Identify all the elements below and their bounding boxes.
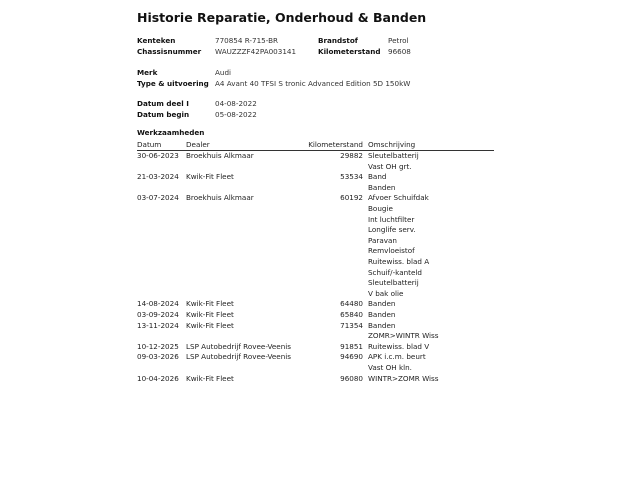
- row-kilometerstand: 65840: [340, 309, 363, 319]
- datum-deel-value: 04-08-2022: [215, 99, 257, 108]
- row-omschrijving: [368, 172, 395, 193]
- omschrijving-item: Banden: [368, 309, 396, 319]
- merk-value: Audi: [215, 68, 232, 77]
- kilometerstand-value: 96608: [388, 47, 411, 56]
- omschrijving-item: Vast OH kln.: [368, 362, 412, 372]
- table-row: [137, 151, 494, 172]
- row-date: 10-12-2025: [137, 341, 179, 351]
- omschrijving-item: Remvloeistof: [368, 246, 415, 256]
- omschrijving-item: Paravan: [368, 235, 397, 245]
- omschrijving-item: Band: [368, 172, 387, 182]
- table-row: [137, 321, 494, 342]
- merk-label: Merk: [137, 68, 158, 77]
- omschrijving-item: Ruitewiss. blad A: [368, 256, 430, 266]
- column-header-omschrijving: Omschrijving: [368, 140, 416, 149]
- table-row: [137, 310, 494, 321]
- omschrijving-item: V bak olie: [368, 288, 404, 298]
- column-header-kilometerstand: Kilometerstand: [308, 140, 363, 149]
- row-kilometerstand: 71354: [340, 320, 363, 330]
- chassis-label: Chassisnummer: [137, 47, 202, 56]
- omschrijving-item: Sleutelbatterij: [368, 278, 419, 288]
- row-dealer: Kwik-Fit Fleet: [186, 309, 234, 319]
- row-kilometerstand: 53534: [340, 172, 363, 182]
- omschrijving-item: Banden: [368, 320, 396, 330]
- type-label: Type & uitvoering: [137, 79, 209, 88]
- row-omschrijving: [368, 193, 429, 299]
- chassis-value: WAUZZZF42PA003141: [215, 47, 297, 56]
- row-kilometerstand: 91851: [340, 341, 363, 351]
- omschrijving-item: Banden: [368, 299, 396, 309]
- table-row: [137, 299, 494, 310]
- row-omschrijving: [368, 374, 439, 385]
- brandstof-value: Petrol: [388, 36, 409, 45]
- omschrijving-item: Int luchtfilter: [368, 214, 415, 224]
- omschrijving-item: APK i.c.m. beurt: [368, 352, 426, 362]
- column-header-datum: Datum: [137, 140, 162, 149]
- omschrijving-item: Vast OH grt.: [368, 161, 412, 171]
- column-header-dealer: Dealer: [186, 140, 210, 149]
- omschrijving-item: Afvoer Schuifdak: [368, 193, 429, 203]
- row-date: 03-07-2024: [137, 193, 179, 203]
- omschrijving-item: WINTR>ZOMR Wiss: [368, 373, 439, 383]
- row-kilometerstand: 94690: [340, 352, 363, 362]
- werkzaamheden-heading: Werkzaamheden: [137, 128, 205, 137]
- row-date: 30-06-2023: [137, 151, 179, 160]
- omschrijving-item: Ruitewiss. blad V: [368, 341, 430, 351]
- row-omschrijving: [368, 342, 429, 353]
- table-row: [137, 172, 494, 193]
- row-dealer: Kwik-Fit Fleet: [186, 172, 234, 182]
- row-date: 03-09-2024: [137, 309, 179, 319]
- omschrijving-item: Banden: [368, 182, 396, 192]
- row-omschrijving: [368, 321, 439, 342]
- row-omschrijving: [368, 310, 395, 321]
- row-kilometerstand: 60192: [340, 193, 363, 203]
- row-dealer: Broekhuis Alkmaar: [186, 193, 254, 203]
- row-dealer: Broekhuis Alkmaar: [186, 151, 254, 160]
- row-dealer: Kwik-Fit Fleet: [186, 320, 234, 330]
- row-kilometerstand: 64480: [340, 299, 363, 309]
- kenteken-value: 770854 R-715-BR: [215, 36, 278, 45]
- omschrijving-item: Longlife serv.: [368, 225, 416, 235]
- kilometerstand-label: Kilometerstand: [318, 47, 381, 56]
- datum-begin-value: 05-08-2022: [215, 110, 257, 119]
- datum-begin-label: Datum begin: [137, 110, 190, 119]
- table-row: [137, 352, 494, 373]
- brandstof-label: Brandstof: [318, 36, 358, 45]
- row-date: 10-04-2026: [137, 373, 179, 383]
- kenteken-label: Kenteken: [137, 36, 176, 45]
- row-dealer: Kwik-Fit Fleet: [186, 299, 234, 309]
- omschrijving-item: ZOMR>WINTR Wiss: [368, 331, 439, 341]
- row-date: 21-03-2024: [137, 172, 179, 182]
- table-row: [137, 342, 494, 353]
- table-header: [137, 140, 494, 151]
- table-row: [137, 193, 494, 299]
- datum-deel-label: Datum deel I: [137, 99, 189, 108]
- omschrijving-item: Sleutelbatterij: [368, 151, 419, 160]
- row-date: 09-03-2026: [137, 352, 179, 362]
- page-title: Historie Reparatie, Onderhoud & Banden: [137, 10, 427, 25]
- row-date: 14-08-2024: [137, 299, 179, 309]
- row-dealer: Kwik-Fit Fleet: [186, 373, 234, 383]
- row-date: 13-11-2024: [137, 320, 179, 330]
- werkzaamheden-table: [137, 151, 494, 384]
- row-omschrijving: [368, 299, 395, 310]
- omschrijving-item: Bougie: [368, 203, 393, 213]
- row-dealer: LSP Autobedrijf Rovee-Veenis: [186, 341, 292, 351]
- row-kilometerstand: 29882: [340, 151, 363, 160]
- row-dealer: LSP Autobedrijf Rovee-Veenis: [186, 352, 292, 362]
- omschrijving-item: Schuif/-kanteld: [368, 267, 422, 277]
- table-row: [137, 374, 494, 385]
- row-omschrijving: [368, 151, 419, 172]
- row-omschrijving: [368, 352, 426, 373]
- row-kilometerstand: 96080: [340, 373, 363, 383]
- type-value: A4 Avant 40 TFSI S tronic Advanced Edition 5D 150kW: [215, 79, 411, 88]
